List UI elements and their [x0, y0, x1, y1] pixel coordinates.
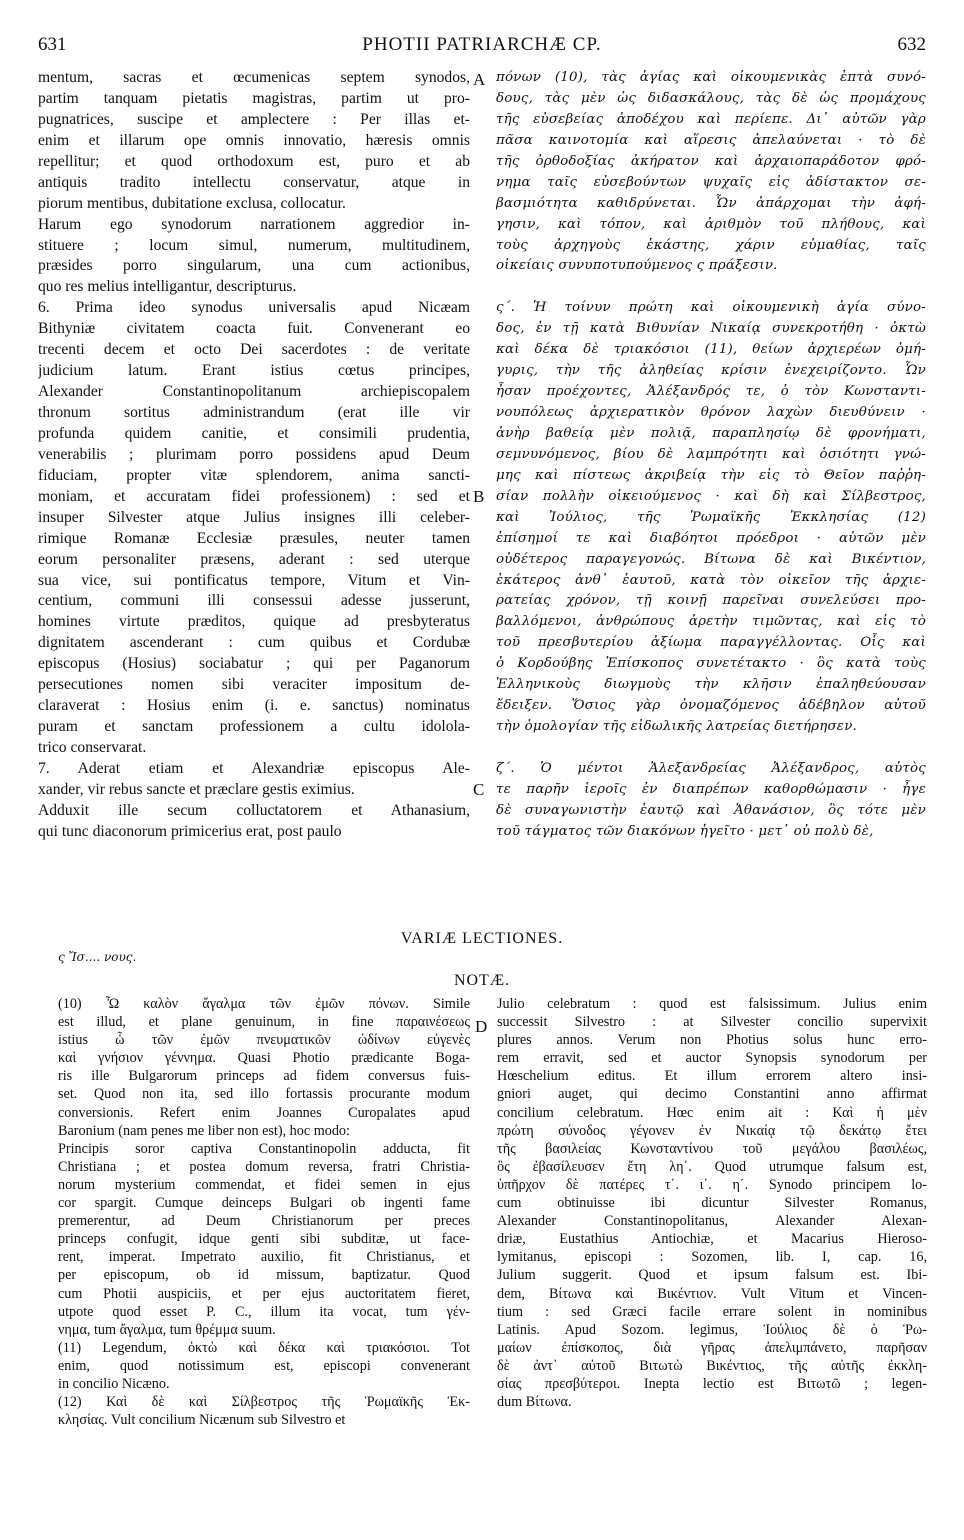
note-line: τῆς βασιλείας Κωνσταντίνου τοῦ μεγάλου βασιλέως,	[497, 1140, 927, 1157]
greek-text-line: δος, ἐν τῇ κατὰ Βιθυνίαν Νικαίᾳ συνεκροτήθη · ὀκτὼ	[496, 321, 926, 337]
greek-text-line: δὲ συναγωνιστὴν ἑαυτῷ καὶ Ἀθανάσιον, ὃς τότε μὲν	[496, 802, 926, 818]
note-line: ris ille Bulgarorum princeps ad fidem conversus fuis-	[58, 1068, 470, 1085]
latin-text-line: episcopus (Hosius) sociabatur ; qui per Paganorum	[38, 655, 470, 673]
note-line: καὶ γνήσιον γέννημα. Quasi Photio prædicante Boga-	[58, 1050, 470, 1067]
greek-text-line: ἑκάτερος ἀνθ᾽ ἑαυτοῦ, κατὰ τὸν οἰκεῖον τῆς ἀρχιε-	[496, 572, 926, 588]
note-line: Julium suggerit. Quod et ipsum falsum est. Ibi-	[497, 1267, 927, 1284]
running-title: PHOTII PATRIARCHÆ CP.	[362, 34, 602, 55]
note-line: Baronium (nam penes me liber non est), hoc modo:	[58, 1122, 350, 1139]
note-line: tium : sed Græci facile errare solent in nominibus	[497, 1303, 927, 1320]
greek-text-line: Ἑλληνικοὺς διωγμοὺς τὴν κλῆσιν ἐπαληθεύουσαν	[496, 677, 926, 693]
greek-text-line	[496, 277, 926, 298]
note-line: successit Silvestro : at Silvester concilio supervixit	[497, 1014, 927, 1031]
greek-text-line: βασμιότητα καθιδρύνεται. Ὧν ἀπάρχομαι τὴν ἀφή-	[496, 195, 926, 211]
note-line: (11) Legendum, ὀκτὼ καὶ δέκα καὶ τριακόσιοι. Tot	[58, 1339, 470, 1356]
note-line: Latinis. Apud Sozom. legimus, Ἰούλιος δὲ ὁ Ῥω-	[497, 1321, 927, 1338]
latin-text-line: Adduxit ille secum colluctatorem et Athanasium,	[38, 801, 470, 819]
latin-text-line: persecutiones nomen sibi veraciter impositum de-	[38, 676, 470, 694]
latin-text-column	[38, 68, 470, 843]
latin-text-line: quo res melius intelligantur, descripturus.	[38, 278, 297, 296]
note-line: Julio celebratum : quod est falsissimum. Julius enim	[497, 996, 927, 1012]
greek-text-line: οὐδέτερος παραγεγονώς. Βίτωνα δὲ καὶ Βικέντιον,	[496, 551, 926, 567]
latin-text-line: puram et sanctam professionem a cultu idolola-	[38, 718, 470, 736]
note-line: istius ὦ τῶν ἐμῶν πνευματικῶν ὠδίνων εὐγενὲς	[58, 1032, 470, 1049]
note-line: ὃς ἐβασίλευσεν ἔτη λη΄. Quod utrumque falsum est,	[497, 1158, 927, 1175]
latin-text-line: piorum mentibus, dubitatione exclusa, collocatur.	[38, 194, 346, 212]
note-line: (12) Καὶ δὲ καὶ Σίλβεστρος τῆς Ῥωμαϊκῆς Ἐκ-	[58, 1394, 470, 1411]
greek-text-line: μης καὶ πίστεως ἀκριβείᾳ τὴν εἰς τὸ Θεῖον παῤῥη-	[496, 467, 926, 483]
latin-text-line: eorum personaliter præsens, aderant : sed uterque	[38, 550, 470, 568]
latin-text-line: trico conservarat.	[38, 739, 147, 756]
latin-text-line: repellitur; et quod orthodoxum est, puro et ab	[38, 152, 470, 170]
note-line: μαίων ἐπίσκοπος, διὰ γῆρας ἀπελιμπάνετο, παρῆσαν	[497, 1339, 927, 1356]
greek-text-line: ς΄. Ἡ τοίνυν πρώτη καὶ οἰκουμενικὴ ἁγία σύνο-	[496, 300, 926, 316]
margin-marker-b: B	[473, 487, 485, 506]
latin-text-line: stituere ; locum simul, numerum, multitudinem,	[38, 236, 470, 254]
greek-text-line: ἀνὴρ βαθείᾳ μὲν πολιᾷ, παραπλησίῳ δὲ φρονήματι,	[496, 425, 926, 441]
notae-heading: NOTÆ.	[453, 972, 511, 989]
greek-text-line: τῆς ὀρθοδοξίας ἀκήρατον καὶ ἀρχαιοπαράδοτον φρό-	[496, 153, 926, 169]
greek-text-line: νουπόλεως ἀρχιερατικὸν θρόνον λαχὼν διευθύνειν ·	[496, 405, 926, 420]
latin-text-line: pugnatrices, suscipe et amplectere : Per illas et-	[38, 110, 470, 128]
latin-text-line: sua vice, sui pontificatus tempore, Vitum et Vin-	[38, 571, 470, 589]
variae-lectiones-heading: VARIÆ LECTIONES.	[400, 930, 564, 947]
note-line: πρώτη σύνοδος γέγονεν ἐν Νικαίᾳ τῷ δεκάτῳ ἔτει	[497, 1122, 927, 1139]
latin-text-line: rimique Romanæ Ecclesiæ præsules, neuter tamen	[38, 529, 470, 547]
note-line: utpote quod esset P. C., illum ita vocat, tum γέν-	[58, 1303, 470, 1320]
note-line: dem, Βίτωνα καὶ Βικέντιον. Vult Vitum et Vincen-	[497, 1285, 927, 1302]
latin-text-line: 7. Aderat etiam et Alexandriæ episcopus Ale-	[38, 759, 470, 777]
note-line: plures annos. Verum non Photius solus hunc erro-	[497, 1032, 927, 1049]
note-line: Alexander Constantinopolitanus, Alexander Alexan-	[497, 1213, 927, 1230]
greek-text-line: τοῦ πρεσβυτερίου ἀξίωμα παραγγέλλοντας. Οἷς καὶ	[496, 635, 926, 651]
greek-text-line: τῆς εὐσεβείας ἀποδέχου καὶ περίεπε. Δι᾽ αὐτῶν γὰρ	[496, 111, 926, 127]
latin-text-line: venerabilis ; plurimam porro possidens apud Deum	[38, 445, 470, 463]
greek-text-line: ἐπίσημοί τε καὶ διαβόητοι πρόεδροι · αὐτῶν μὲν	[496, 530, 926, 546]
note-line: in concilio Nicæno.	[58, 1375, 170, 1392]
latin-text-line: partim tanquam pietatis magistras, partim ut pro-	[38, 89, 470, 107]
greek-text-line: ζ΄. Ὁ μέντοι Ἀλεξανδρείας Ἀλέξανδρος, αὐτὸς	[496, 760, 926, 776]
note-line: lymitanus, episcopi : Sozomen, lib. I, cap. 16,	[497, 1249, 927, 1266]
note-line: concilium celebratum. Hœc enim ait : Καὶ ἡ μὲν	[497, 1104, 927, 1121]
note-line: ὑπῆρχον δὲ πατέρες τ΄. ι΄. η΄. Synodo principem lo-	[497, 1176, 927, 1193]
note-line: princeps confugit, idque genti sibi subditæ, ut face-	[58, 1231, 470, 1248]
note-line: νημα, tum ἄγαλμα, tum θρέμμα suum.	[58, 1321, 276, 1338]
note-line: σίας πρεσβύτεροι. Inepta lectio est Βιτωτῶ ; legen-	[497, 1375, 927, 1392]
note-line: (10) Ὦ καλὸν ἄγαλμα τῶν ἐμῶν πόνων. Simile	[58, 996, 470, 1012]
note-line: cum obtinuisse ibi dicuntur Silvester Romanus,	[497, 1195, 927, 1212]
latin-text-line: homines virtute præditos, quique ad presbyteratus	[38, 613, 470, 631]
greek-text-line: γησιν, καὶ τόπον, καὶ ἀριθμὸν τοῦ πλήθους, καὶ	[496, 216, 926, 232]
notes-right-column	[497, 995, 927, 1411]
latin-text-line: fiduciam, propter vitæ splendorem, anima sancti-	[38, 466, 470, 484]
greek-text-line: τοὺς ἀρχηγοὺς ἑκάστης, χάριν εὐμαθίας, ταῖς	[496, 237, 926, 253]
greek-text-line: βαλλόμενοι, ἀνθρώπους ἀρετὴν τιμῶντας, καὶ εἰς τὸ	[496, 614, 926, 630]
latin-text-line: præsides porro singularum, una cum actionibus,	[38, 257, 470, 275]
latin-text-line: judicium latum. Erant istius cœtus principes,	[38, 362, 470, 380]
note-line: cor spargit. Cumque deinceps Bulgari ob ingenti fame	[58, 1195, 470, 1212]
margin-marker-c: C	[473, 780, 485, 799]
running-header	[38, 34, 926, 64]
latin-text-line: antiquis tradito intellectu conservatur, atque in	[38, 173, 470, 191]
latin-text-line: dignitatem ascenderant : cum quibus et Cordubæ	[38, 634, 470, 652]
note-line: norum mysterium commendat, et fidei semen in ejus	[58, 1176, 470, 1193]
note-line: cum Photii auspiciis, et per ejus auctoritatem fieret,	[58, 1285, 470, 1302]
greek-text-line: ἦσαν προέχοντες, Ἀλέξανδρός τε, ὁ τὸν Κωνσταντι-	[496, 384, 926, 400]
latin-text-line: centium, communi illi consessui adesse jusserunt,	[38, 592, 470, 610]
left-page-number: 631	[38, 34, 67, 55]
greek-text-line: πᾶσα καινοτομία καὶ αἵρεσις ἀπελαύνεται · τὸ δὲ	[496, 132, 926, 148]
note-line: κλησίας. Vult concilium Nicænum sub Silvestro et	[58, 1412, 346, 1429]
variant-reading: ς Ἴσ.... νους.	[58, 950, 137, 964]
latin-text-line: Alexander Constantinopolitanum archiepiscopalem	[38, 383, 470, 401]
greek-text-line: ἔδειξεν. Ὅσιος γὰρ ὀνομαζόμενος ἀδέβηλον αὐτοῦ	[496, 698, 926, 714]
greek-text-line: νημα ταῖς εὐσεβούντων ψυχαῖς εἰς ἀδίστακτον σε-	[496, 174, 926, 190]
greek-text-line	[496, 738, 926, 759]
note-line: rem erravit, sed et auctor Synopsis synodorum per	[497, 1050, 927, 1067]
greek-text-line: δους, τὰς μὲν ὡς διδασκάλους, τὰς δὲ ὡς προμάχους	[496, 90, 926, 106]
note-line: enim, quod notissimum est, episcopi convenerant	[58, 1357, 470, 1374]
latin-text-line: xander, vir rebus sancte et præclare gestis eximius.	[38, 780, 355, 798]
notes-left-column	[58, 995, 470, 1429]
greek-text-column	[496, 68, 926, 843]
note-line: driæ, Eustathius Antiochiæ, et Macarius Hieroso-	[497, 1231, 927, 1248]
greek-text-line: ρατείας χρόνον, τῇ κοινῇ παρεῖναι συνελεύσει προ-	[496, 593, 926, 609]
latin-text-line: thronum sortitus administrandum (erat ille vir	[38, 404, 470, 421]
greek-text-line: καὶ δέκα δὲ τριακόσιοι (11), θείων ἀρχιερέων ὁμή-	[496, 342, 926, 358]
margin-marker-d: D	[475, 1017, 488, 1036]
greek-text-line: τε παρῆν ἱεροῖς ἐν διαπρέπων καθορθώμασιν · ἦγε	[496, 781, 926, 797]
note-line: dum Βίτωνα.	[497, 1394, 572, 1411]
note-line: set. Quod non ita, sed illo fortassis procurante modum	[58, 1086, 470, 1103]
greek-text-line: τοῦ τάγματος τῶν διακόνων ἡγεῖτο · μετ᾽ οὐ πολὺ δὲ,	[496, 823, 874, 839]
latin-text-line: Bithyniæ civitatem coacta fuit. Convenerant eo	[38, 320, 470, 338]
note-line: δὲ ἀντ᾽ αὐτοῦ Βιτωτὼ Βικέντιος, τῆς αὐτῆς ἐκκλη-	[497, 1357, 927, 1374]
latin-text-line: Harum ego synodorum narrationem aggredior in-	[38, 215, 470, 233]
margin-marker-a: A	[473, 70, 486, 89]
greek-text-line: σεμνυνόμενος, βίου δὲ λαμπρότητι καὶ ὁσιότητι γνώ-	[496, 446, 926, 462]
greek-text-line: σίαν πολλὴν οἰκειούμενος · καὶ δὴ καὶ Σίλβεστρος,	[496, 488, 926, 504]
greek-text-line: πόνων (10), τὰς ἁγίας καὶ οἰκουμενικὰς ἑπτὰ συνό-	[496, 70, 926, 85]
latin-text-line: 6. Prima ideo synodus universalis apud Nicæam	[38, 299, 470, 317]
latin-text-line: moniam, et accuratam fidei professionem) : sed et	[38, 487, 470, 505]
note-line: conversionis. Refert enim Joannes Curopalates apud	[58, 1104, 470, 1121]
note-line: gniori auget, qui decimo Constantini anno affirmat	[497, 1086, 927, 1103]
note-line: premerentur, ad Deum Christianorum per preces	[58, 1213, 470, 1230]
right-page-number: 632	[897, 34, 926, 55]
latin-text-line: claraverat : Hosius enim (i. e. sanctus) nominatus	[38, 697, 470, 715]
note-line: rent, imperat. Impetrato auxilio, fit Christianus, et	[58, 1249, 470, 1266]
note-line: per episcopum, ob id missum, baptizatur. Quod	[58, 1267, 470, 1284]
note-line: Hœschelium editus. Et illum errorem altero insi-	[497, 1068, 927, 1085]
greek-text-line: οἰκείαις συνυποτυπούμενος ς πράξεσιν.	[496, 258, 778, 274]
greek-text-line: καὶ Ἰούλιος, τῆς Ῥωμαϊκῆς Ἐκκλησίας (12)	[496, 509, 926, 525]
greek-text-line: τὴν ὁμολογίαν τῆς εἰδωλικῆς λατρείας διετήρησεν.	[496, 719, 857, 735]
latin-text-line: profunda quidem canitie, et consimili prudentia,	[38, 424, 470, 442]
latin-text-line: qui tunc diaconorum primicerius erat, post paulo	[38, 822, 342, 840]
greek-text-line: γυρις, τὴν τῆς ἀληθείας κρίσιν ἐνεχειρίζοντο. Ὧν	[496, 363, 926, 379]
latin-text-line: mentum, sacras et œcumenicas septem synodos,	[38, 69, 470, 86]
greek-text-line: ὁ Κορδούβης Ἐπίσκοπος συνετέτακτο · ὃς κατὰ τοὺς	[496, 656, 926, 672]
latin-text-line: enim et illarum ope omnis innovatio, hæresis omnis	[38, 131, 470, 149]
note-line: est illud, et plane genuinum, in fine παραινέσεως	[58, 1014, 470, 1031]
latin-text-line: insuper Silvester atque Julius insignes illi celeber-	[38, 508, 470, 526]
latin-text-line: trecenti decem et octo Dei sacerdotes : de veritate	[38, 341, 470, 359]
note-line: Principis soror captiva Constantinopolin adducta, fit	[58, 1140, 470, 1157]
note-line: Christiana ; et postea domum reversa, fratri Christia-	[58, 1158, 470, 1175]
